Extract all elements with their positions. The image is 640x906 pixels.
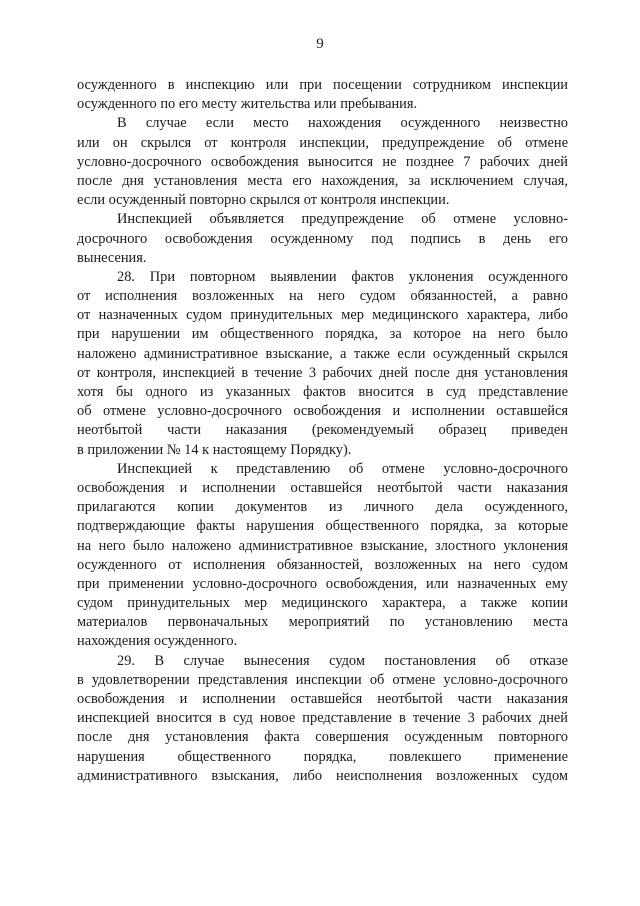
text-line: 29. В случае вынесения судом постановления об отказе: [117, 652, 568, 669]
paragraph: [77, 652, 568, 786]
page-number: 9: [316, 36, 324, 52]
text-line: административного взыскания, либо неисполнения возложенных судом: [77, 767, 568, 784]
paragraph: [77, 114, 568, 210]
text-line: прилагаются копии документов из личного дела осужденного,: [77, 499, 568, 516]
text-line: если осужденный повторно скрылся от контроля инспекции.: [77, 192, 450, 209]
text-line: в приложении № 14 к настоящему Порядку).: [77, 441, 352, 458]
text-line: осужденного от исполнения обязанностей, возложенных на него судом: [77, 556, 568, 573]
text-line: при нарушении им общественного порядка, за которое на него было: [77, 326, 568, 343]
text-line: нарушения общественного порядка, повлекшего применение: [77, 748, 568, 765]
text-line: вынесения.: [77, 249, 147, 266]
text-line: от назначенных судом принудительных мер медицинского характера, либо: [77, 307, 568, 324]
paragraph: [77, 268, 568, 460]
text-line: освобождения и исполнении оставшейся неотбытой части наказания: [77, 691, 568, 707]
text-line: при применении условно-досрочного освобождения, или назначенных ему: [77, 575, 568, 592]
text-line: осужденного по его месту жительства или пребывания.: [77, 96, 418, 113]
text-line: или он скрылся от контроля инспекции, предупреждение об отмене: [77, 134, 568, 151]
text-line: подтверждающие факты нарушения общественного порядка, за которые: [77, 518, 568, 535]
text-line: неотбытой части наказания (рекомендуемый образец приведен: [77, 422, 568, 439]
text-line: об отмене условно-досрочного освобождения и исполнении оставшейся: [77, 403, 568, 420]
text-line: условно-досрочного освобождения выносится не позднее 7 рабочих дней: [77, 153, 568, 170]
text-line: 28. При повторном выявлении фактов уклонения осужденного: [117, 268, 568, 285]
text-line: наложено административное взыскание, а также если осужденный скрылся: [77, 345, 568, 362]
text-line: от контроля, инспекцией в течение 3 рабочих дней после дня установления: [77, 364, 568, 381]
text-line: досрочного освобождения осужденному под подпись в день его: [77, 230, 568, 247]
text-line: материалов первоначальных мероприятий по установлению места: [77, 614, 568, 631]
text-line: Инспекцией к представлению об отмене условно-досрочного: [117, 460, 568, 477]
text-line: В случае если место нахождения осужденного неизвестно: [117, 115, 568, 132]
text-line: осужденного в инспекцию или при посещении сотрудником инспекции: [77, 77, 568, 93]
text-line: судом принудительных мер медицинского характера, а также копии: [77, 595, 568, 612]
text-line: хотя бы одного из указанных фактов вносится в суд представление: [77, 384, 568, 400]
text-line: освобождения и исполнении оставшейся неотбытой части наказания: [77, 479, 568, 496]
text-line: после дня установления факта совершения осужденным повторного: [77, 729, 568, 746]
text-line: в удовлетворении представления инспекции об отмене условно-досрочного: [77, 671, 568, 688]
paragraph: [77, 460, 568, 652]
text-line: нахождения осужденного.: [77, 633, 238, 650]
paragraph: [77, 76, 568, 114]
document-body: [77, 76, 568, 786]
text-line: инспекцией вносится в суд новое представление в течение 3 рабочих дней: [77, 710, 568, 727]
text-line: Инспекцией объявляется предупреждение об отмене условно-: [117, 211, 568, 228]
text-line: после дня установления места его нахождения, за исключением случая,: [77, 172, 568, 189]
paragraph: [77, 210, 568, 268]
text-line: от исполнения возложенных на него судом обязанностей, а равно: [77, 288, 568, 305]
text-line: на него было наложено административное взыскание, злостного уклонения: [77, 537, 568, 554]
